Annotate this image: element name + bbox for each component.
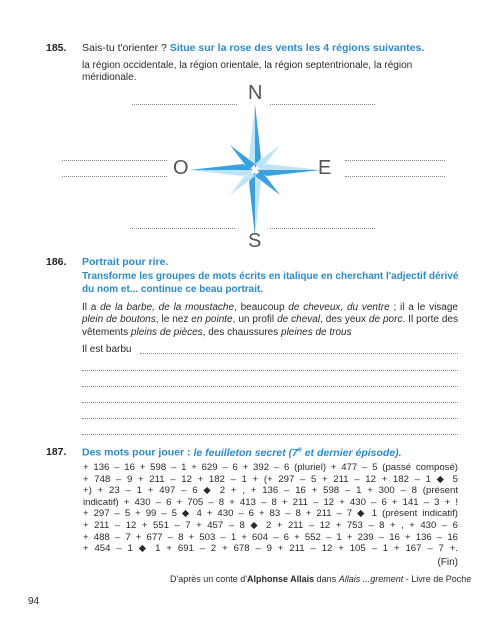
exercise-187-title — [82, 446, 402, 459]
compass-rose — [185, 100, 325, 240]
portrait-segment: , beaucoup — [234, 302, 289, 313]
source-c: - Livre de Poche — [403, 574, 472, 584]
exercise-186-title: Portrait pour rire. — [82, 256, 169, 268]
title-c-text: et dernier épisode). — [301, 446, 402, 459]
portrait-segment: plein de boutons — [82, 314, 156, 326]
answer-line-1[interactable] — [140, 353, 458, 354]
title-b-text: le feuilleton secret (7 — [193, 446, 298, 459]
portrait-segment: de cheval — [277, 314, 321, 326]
equation-line: + 748 – 9 + 211 – 12 + 182 – 1 + (+ 297 – 5 + 211 – 12 + 182 – 1 ◆ 5 — [83, 473, 458, 485]
compass-star-icon — [189, 104, 321, 236]
exercise-186-number: 186. — [46, 256, 67, 268]
equation-line: + 136 – 16 + 598 – 1 + 629 – 6 + 392 – 6 (pluriel) + 477 – 5 (passé composé) — [83, 462, 458, 473]
compass-north-label: N — [248, 82, 263, 104]
compass-west-label: O — [173, 157, 189, 179]
portrait-segment: pleins de pièces — [130, 326, 203, 338]
compass-south-label: S — [248, 230, 262, 252]
portrait-paragraph — [82, 302, 458, 339]
answer-line-5[interactable] — [82, 418, 458, 419]
equation-line: + 297 – 5 + 99 – 5 ◆ 4 + 430 – 6 + 83 – 8 + 211 – 7 ◆ 1 (présent indicatif) — [83, 508, 458, 520]
source-book: Allais ...grement — [338, 574, 404, 584]
exercise-187-number: 187. — [46, 446, 67, 458]
source-a: D'après un conte d' — [170, 574, 247, 584]
answer-line-e2[interactable] — [345, 176, 445, 177]
answer-line-3[interactable] — [82, 386, 458, 387]
equation-line: +) + 23 – 1 + 497 – 6 ◆ 2 + , + 136 – 16 + 598 – 1 + 300 – 8 (présent — [83, 485, 458, 497]
title-sup: e — [297, 446, 302, 453]
fin-label: (Fin) — [437, 557, 458, 568]
equation-line: + 211 – 12 + 551 – 7 + 457 – 8 ◆ 2 + 211 – 12 + 753 – 8 + , + 430 – 6 — [83, 519, 458, 531]
source-b: dans — [314, 574, 339, 584]
source-author: Alphonse Allais — [246, 574, 315, 584]
equation-block — [83, 462, 458, 555]
exercise-185-instruction: Situe sur la rose des vents les 4 régions suivantes. — [169, 42, 425, 54]
portrait-segment: de porc — [368, 314, 403, 326]
exercise-185-title — [82, 42, 424, 54]
portrait-segment: en pointe — [191, 314, 233, 326]
portrait-segment: , des chaussures — [202, 326, 282, 338]
equation-line: + 454 – 1 ◆ 1 + 691 – 2 + 678 – 9 + 211 – 12 + 105 – 1 + 167 – 7 +. — [83, 543, 458, 555]
portrait-segment: Il a — [82, 302, 101, 313]
answer-line-2[interactable] — [82, 370, 458, 371]
portrait-segment: ; il a le visage — [389, 302, 458, 313]
answer-line-e1[interactable] — [345, 160, 445, 161]
portrait-segment: de la barbe, de la moustache — [100, 302, 235, 313]
equation-line: + 488 – 7 + 677 – 8 + 503 – 1 + 604 – 6 + 552 – 1 + 239 – 16 + 136 – 16 — [83, 531, 458, 543]
exercise-185-number: 185. — [46, 42, 67, 54]
exercise-187-title-a: Des mots pour jouer : — [82, 446, 191, 459]
exercise-187-title-b — [193, 447, 401, 459]
answer-line-w1[interactable] — [62, 160, 167, 161]
exercise-185-intro: Sais-tu t'orienter ? — [82, 42, 167, 54]
source-credit — [170, 574, 471, 584]
page-number: 94 — [28, 596, 40, 607]
answer-line-4[interactable] — [82, 402, 458, 403]
portrait-segment: , le nez — [155, 314, 192, 326]
answer-line-6[interactable] — [82, 434, 458, 435]
equation-line: indicatif) + 430 – 6 + 705 – 8 + 413 – 8 + 211 – 12 + 430 – 6 + 141 – 3 + ! — [83, 496, 458, 508]
portrait-segment: pleines de trous — [281, 326, 352, 338]
exercise-185-text: la région occidentale, la région orientale, la région septentrionale, la région méridionale. — [82, 60, 413, 83]
portrait-segment: . Il porte des vêtements — [82, 314, 458, 338]
portrait-segment: , des yeux — [320, 314, 369, 326]
exercise-186-instruction: Transforme les groupes de mots écrits en italique en cherchant l'adjectif dérivé du nom et... continue ce beau portrait. — [82, 271, 459, 295]
portrait-segment: , un profil — [232, 314, 278, 326]
portrait-segment: de cheveux, du ventre — [288, 302, 390, 313]
answer-line-w2[interactable] — [62, 176, 167, 177]
answer-start: Il est barbu — [82, 344, 132, 355]
compass-east-label: E — [318, 157, 332, 179]
